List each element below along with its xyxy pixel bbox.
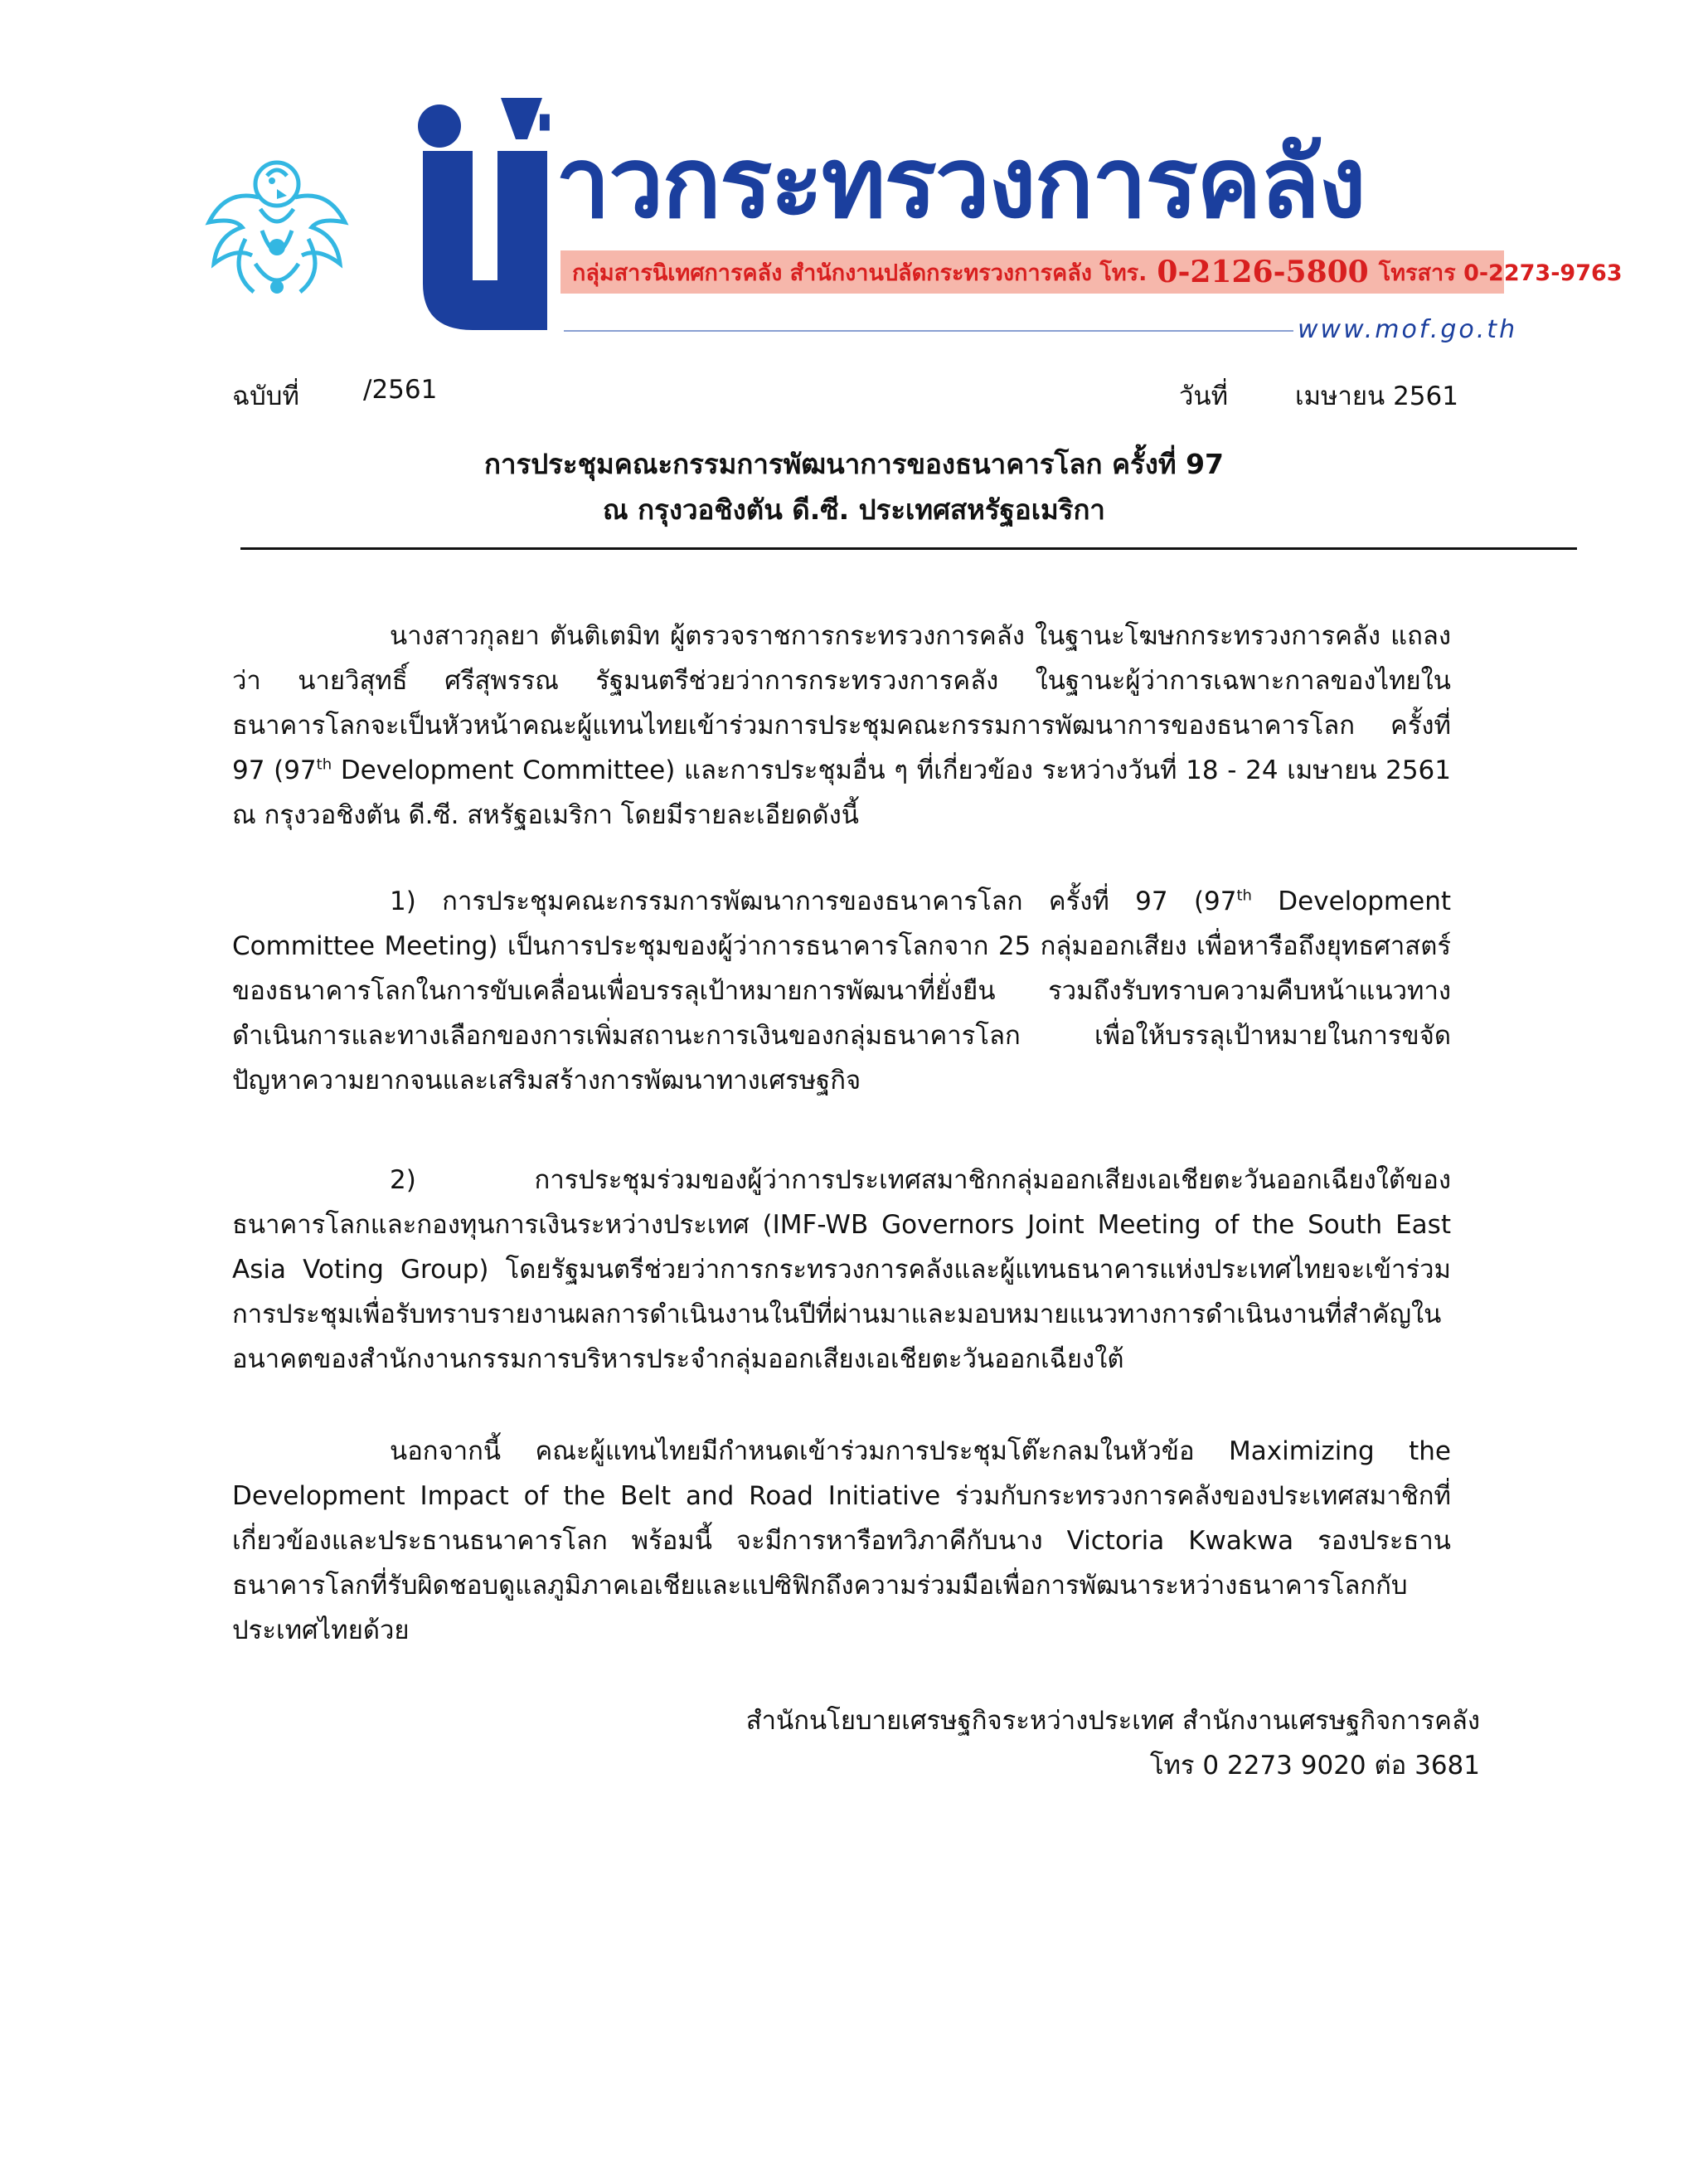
superscript-th: th (316, 755, 332, 774)
date-value: เมษายน 2561 (1295, 381, 1458, 411)
contact-fax: โทรสาร 0-2273-9763 (1378, 260, 1623, 286)
paragraph-item-1-text-b: Development Committee Meeting) เป็นการประชุมของผู้ว่าการธนาคารโลกจาก 25 กลุ่มออกเสียง เพื่อหารือถึงยุทธศาสตร์ของธนาคารโลกในการขับเคลื่อนเพื่อบรรลุเป้าหมายการพัฒนาที่ยั่งยืน รวมถึงรับทราบความคืบหน้าแนวทางดำเนินการและทางเลือกของการเพิ่มสถานะการเงินของกลุ่มธนาคารโลก เพื่อให้บรรลุเป้าหมายในการขจัดปัญหาความยากจนและเสริมสร้างการพัฒนาทางเศรษฐกิจ (232, 887, 1451, 1096)
date-label: วันที่ (1179, 381, 1229, 411)
paragraph-item-1 (232, 879, 1451, 1103)
contact-phone: 0-2126-5800 (1157, 255, 1369, 289)
website-link[interactable]: www.mof.go.th (1298, 315, 1518, 344)
masthead-title: ่าวกระทรวงการคลัง (557, 125, 1365, 240)
issue-label: ฉบับที่ (232, 381, 299, 411)
signature-phone: โทร 0 2273 9020 ต่อ 3681 (1149, 1751, 1480, 1781)
paragraph-intro-text-b: Development Committee) และการประชุมอื่น ๆ ที่เกี่ยวข้อง ระหว่างวันที่ 18 - 24 เมษายน 2561 ณ กรุงวอชิงตัน ดี.ซี. สหรัฐอเมริกา โดยมีรายละเอียดดังนี้ (232, 755, 1452, 830)
paragraph-intro-text-a: นางสาวกุลยา ตันติเตมิท ผู้ตรวจราชการกระทรวงการคลัง ในฐานะโฆษกกระทรวงการคลัง แถลงว่า นายวิสุทธิ์ ศรีสุพรรณ รัฐมนตรีช่วยว่าการกระทรวงการคลัง ในฐานะผู้ว่าการเฉพาะกาลของไทยในธนาคารโลกจะเป็นหัวหน้าคณะผู้แทนไทยเข้าร่วมการประชุมคณะกรรมการพัฒนาการของธนาคารโลก ครั้งที่ 97 (97 (232, 621, 1451, 785)
garuda-emblem-icon (196, 139, 358, 302)
issue-number: /2561 (363, 375, 438, 405)
signature-office: สำนักนโยบายเศรษฐกิจระหว่างประเทศ สำนักงานเศรษฐกิจการคลัง (745, 1706, 1480, 1736)
paragraph-item-2-text: 2) การประชุมร่วมของผู้ว่าการประเทศสมาชิกกลุ่มออกเสียงเอเชียตะวันออกเฉียงใต้ของธนาคารโลกและกองทุนการเงินระหว่างประเทศ (IMF-WB Governors Joint Meeting of the South East Asia Voting Group) โดยรัฐมนตรีช่วยว่าการกระทรวงการคลังและผู้แทนธนาคารแห่งประเทศไทยจะเข้าร่วมการประชุมเพื่อรับทราบรายงานผลการดำเนินงานในปีที่ผ่านมาและมอบหมายแนวทางการดำเนินงานที่สำคัญในอนาคตของสำนักงานกรรมการบริหารประจำกลุ่มออกเสียงเอเชียตะวันออกเฉียงใต้ (232, 1165, 1451, 1374)
masthead-divider (564, 330, 1293, 332)
contact-text: กลุ่มสารนิเทศการคลัง สำนักงานปลัดกระทรวงการคลัง โทร. (572, 260, 1148, 286)
paragraph-item-2 (232, 1158, 1451, 1382)
paragraph-additional-text: นอกจากนี้ คณะผู้แทนไทยมีกำหนดเข้าร่วมการประชุมโต๊ะกลมในหัวข้อ Maximizing the Development Impact of the Belt and Road Initiative ร่วมกับกระทรวงการคลังของประเทศสมาชิกที่เกี่ยวข้องและประธานธนาคารโลก พร้อมนี้ จะมีการหารือทวิภาคีกับนาง Victoria Kwakwa รองประธานธนาคารโลกที่รับผิดชอบดูแลภูมิภาคเอเชียและแปซิฟิกถึงความร่วมมือเพื่อการพัฒนาระหว่างธนาคารโลกกับประเทศไทยด้วย (232, 1436, 1451, 1645)
page-title-line-2: ณ กรุงวอชิงตัน ดี.ซี. ประเทศสหรัฐอเมริกา (603, 493, 1105, 526)
page-title-line-1: การประชุมคณะกรรมการพัฒนาการของธนาคารโลก ครั้งที่ 97 (483, 448, 1225, 480)
paragraph-additional (232, 1429, 1451, 1653)
paragraph-intro (232, 614, 1451, 838)
contact-strip (560, 250, 1623, 294)
title-divider (240, 547, 1577, 550)
superscript-th: th (1236, 887, 1252, 905)
masthead-logo-letter (398, 93, 556, 333)
paragraph-item-1-text-a: 1) การประชุมคณะกรรมการพัฒนาการของธนาคารโลก ครั้งที่ 97 (97 (390, 887, 1237, 916)
